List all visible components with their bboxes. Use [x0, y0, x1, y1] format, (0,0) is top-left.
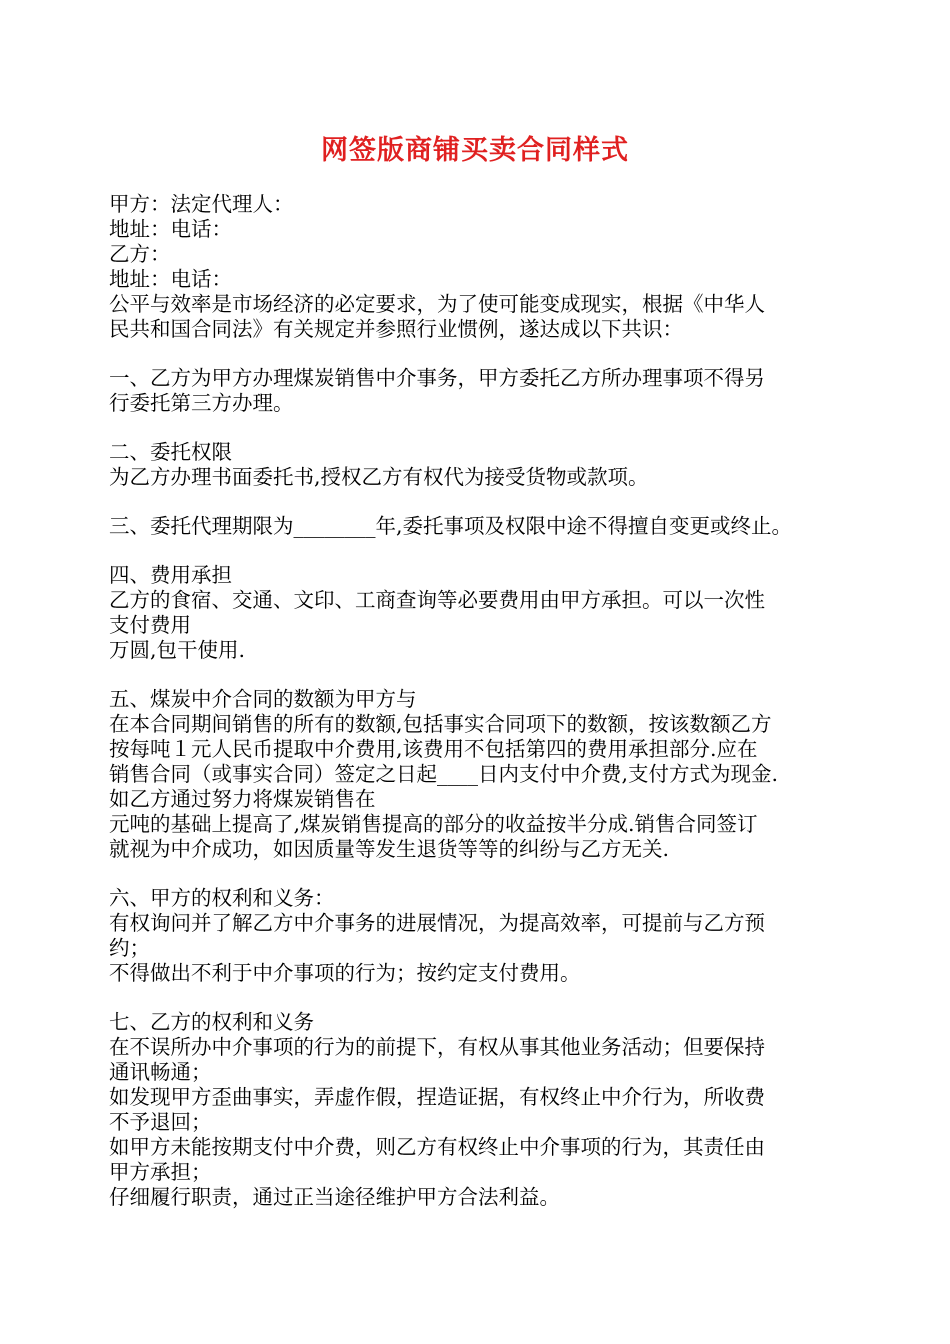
section-text-line: 约；	[109, 936, 150, 960]
section-text-line: 支付费用	[109, 613, 191, 637]
header-line: 乙方：	[109, 242, 171, 266]
section-text-line: 通讯畅通；	[109, 1060, 212, 1084]
section-spacer	[109, 986, 859, 1010]
section-heading-line: 五、煤炭中介合同的数额为甲方与	[109, 687, 417, 711]
contract-section	[109, 514, 859, 539]
section-text-line: 在不误所办中介事项的行为的前提下，有权从事其他业务活动；但要保持	[109, 1035, 765, 1059]
section-text-line: 在本合同期间销售的所有的数额,包括事实合同项下的数额，按该数额乙方	[109, 712, 772, 736]
section-text-line: 按每吨１元人民币提取中介费用,该费用不包括第四的费用承担部分.应在	[109, 737, 758, 761]
section-text-line: 甲方承担；	[109, 1160, 212, 1184]
section-heading-line: 六、甲方的权利和义务：	[109, 886, 335, 910]
section-spacer	[109, 342, 859, 366]
section-text-line: 元吨的基础上提高了,煤炭销售提高的部分的收益按半分成.销售合同签订	[109, 812, 758, 836]
contract-section	[109, 886, 859, 986]
header-line: 地址：电话：	[109, 267, 232, 291]
section-spacer	[109, 490, 859, 514]
contract-section	[109, 440, 859, 490]
section-text-line: 如发现甲方歪曲事实，弄虚作假，捏造证据，有权终止中介行为，所收费	[109, 1085, 765, 1109]
section-heading-line: 一、乙方为甲方办理煤炭销售中介事务，甲方委托乙方所办理事项不得另	[109, 366, 765, 390]
header-line: 民共和国合同法》有关规定并参照行业惯例，遂达成以下共识：	[109, 317, 683, 341]
section-spacer	[109, 416, 859, 440]
contract-section	[109, 366, 859, 416]
header-line: 地址：电话：	[109, 217, 232, 241]
section-text-line: 仔细履行职责，通过正当途径维护甲方合法利益。	[109, 1185, 560, 1209]
section-text-line: 销售合同（或事实合同）签定之日起____日内支付中介费,支付方式为现金.	[109, 762, 779, 786]
section-heading-line: 七、乙方的权利和义务	[109, 1010, 314, 1034]
section-text-line: 行委托第三方办理。	[109, 391, 294, 415]
section-heading-line: 三、委托代理期限为________年,委托事项及权限中途不得擅自变更或终止。	[109, 514, 793, 538]
section-heading-line: 四、费用承担	[109, 563, 232, 587]
section-text-line: 不予退回；	[109, 1110, 212, 1134]
section-text-line: 乙方的食宿、交通、文印、工商查询等必要费用由甲方承担。可以一次性	[109, 588, 765, 612]
document-title: 网签版商铺买卖合同样式	[321, 135, 629, 166]
section-text-line: 就视为中介成功，如因质量等发生退货等等的纠纷与乙方无关.	[109, 837, 670, 861]
section-text-line: 如乙方通过努力将煤炭销售在	[109, 787, 376, 811]
header-line: 甲方：法定代理人：	[109, 192, 294, 216]
section-spacer	[109, 663, 859, 687]
section-heading-line: 二、委托权限	[109, 440, 232, 464]
section-text-line: 为乙方办理书面委托书,授权乙方有权代为接受货物或款项。	[109, 465, 649, 489]
section-text-line: 有权询问并了解乙方中介事务的进展情况，为提高效率，可提前与乙方预	[109, 911, 765, 935]
section-text-line: 不得做出不利于中介事项的行为；按约定支付费用。	[109, 961, 581, 985]
section-spacer	[109, 862, 859, 886]
section-text-line: 万圆,包干使用.	[109, 638, 246, 662]
document-body	[109, 192, 859, 1210]
section-text-line: 如甲方未能按期支付中介费，则乙方有权终止中介事项的行为，其责任由	[109, 1135, 765, 1159]
section-spacer	[109, 539, 859, 563]
contract-section	[109, 687, 859, 862]
header-line: 公平与效率是市场经济的必定要求，为了使可能变成现实，根据《中华人	[109, 292, 765, 316]
contract-section	[109, 563, 859, 663]
contract-section	[109, 1010, 859, 1210]
